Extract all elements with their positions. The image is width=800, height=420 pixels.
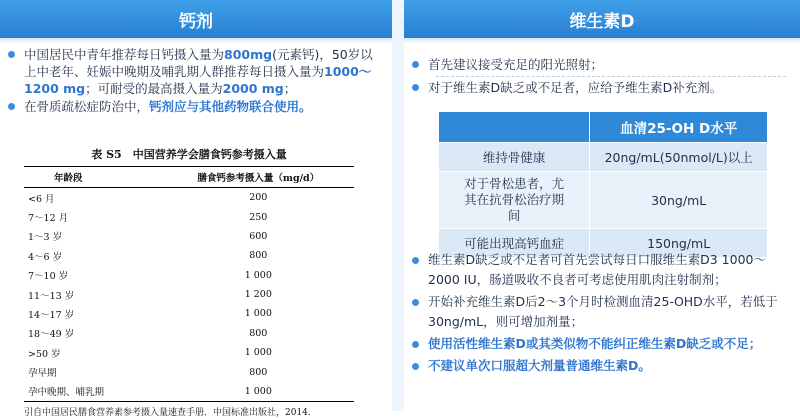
intake-cell: 600	[249, 230, 268, 242]
intake-cell: 1 000	[244, 308, 272, 320]
bullet-dot-icon	[8, 51, 15, 58]
intake-cell: 200	[249, 192, 268, 204]
age-cell: 孕早期	[28, 368, 57, 380]
retest-bullet	[404, 292, 800, 332]
age-cell: >50 岁	[28, 348, 61, 360]
active-d-bullet	[404, 334, 800, 354]
row-value: 30ng/mL	[590, 172, 768, 229]
bullet-text: 对于维生素D缺乏或不足者，应给予维生素D补充剂。	[428, 80, 723, 95]
highlight-800mg: 800mg	[224, 47, 273, 62]
bullet-dot-icon	[412, 61, 419, 68]
age-cell: 14～17 岁	[28, 309, 75, 321]
intake-cell: 1 000	[244, 269, 272, 281]
bullet-text: 中国居民中青年推荐每日钙摄入量为	[24, 47, 225, 62]
table-citation: 引自中国居民膳食营养素参考摄入量速查手册．中国标准出版社，2014.	[24, 408, 311, 419]
col-age: 年龄段	[24, 167, 163, 188]
age-cell: 4～6 岁	[28, 251, 63, 263]
table-row	[24, 343, 354, 362]
header-shadow	[404, 38, 800, 44]
age-cell: 孕中晚期、哺乳期	[24, 382, 163, 402]
age-cell: 7～10 岁	[28, 271, 69, 283]
bullet-text: ；可耐受的最高摄入量为	[85, 81, 223, 96]
highlight-1000-1200mg: 1000～1200 mg	[24, 64, 372, 96]
bullet-text: 使用活性维生素D或其类似物不能纠正维生素D缺乏或不足；	[428, 336, 762, 351]
col-serum-level: 血清25-OH D水平	[590, 112, 768, 143]
table-row	[24, 246, 354, 265]
bullet-dot-icon	[412, 84, 419, 91]
supplement-bullet	[404, 79, 800, 96]
row-value: 150ng/mL	[590, 229, 768, 258]
age-cell: 11～13 岁	[28, 290, 75, 302]
bullet-text: ；	[283, 81, 297, 96]
bullet-dot-icon	[412, 341, 419, 348]
bullet-dot-icon	[412, 257, 419, 264]
table-row	[24, 207, 354, 226]
table-row	[24, 285, 354, 304]
col-intake: 膳食钙参考摄入量（mg/d）	[163, 167, 354, 188]
table-row	[24, 227, 354, 246]
table-corner	[439, 112, 590, 143]
intake-cell: 800	[249, 250, 268, 262]
intake-cell: 1 000	[244, 347, 272, 359]
table-row	[24, 382, 354, 402]
no-megadose-bullet	[404, 356, 800, 376]
table-row	[24, 324, 354, 343]
oral-d3-bullet	[404, 250, 800, 290]
bullet-text: 不建议单次口服超大剂量普通维生素D。	[428, 358, 651, 373]
calcium-panel	[0, 0, 392, 419]
dosing-bullets	[404, 250, 800, 376]
calcium-header: 钙剂	[0, 0, 392, 38]
row-value: 20ng/mL(50nmol/L)以上	[590, 143, 768, 172]
calcium-table	[24, 166, 354, 402]
vitamin-d-panel	[404, 0, 800, 411]
panel-divider	[392, 0, 404, 411]
table-row	[24, 266, 354, 285]
intake-cell: 250	[249, 211, 268, 223]
combination-bullet	[0, 98, 392, 115]
intake-cell: 1 200	[244, 289, 272, 301]
bullet-text: 首先建议接受充足的阳光照射；	[428, 57, 604, 72]
intake-cell: 800	[249, 366, 268, 378]
bullet-text: 在骨质疏松症防治中，	[24, 99, 150, 114]
table-row	[24, 362, 354, 381]
highlight-combination: 钙剂应与其他药物联合使用。	[149, 99, 312, 114]
table-row	[24, 188, 354, 208]
age-cell: 18～49 岁	[28, 329, 75, 341]
bullet-dot-icon	[412, 299, 419, 306]
row-label: 对于骨松患者，尤其在抗骨松治疗期间	[439, 172, 590, 229]
highlight-2000mg: 2000 mg	[222, 81, 284, 96]
age-cell: 7～12 月	[28, 213, 69, 225]
table-row	[24, 304, 354, 323]
age-cell: <6 月	[28, 193, 55, 205]
sunlight-bullet	[404, 56, 800, 73]
bullet-text: 开始补充维生素D后2～3个月时检测血清25-OHD水平，若低于30ng/mL，则可增加剂量；	[428, 294, 778, 329]
intake-cell: 800	[249, 327, 268, 339]
age-cell: 1～3 岁	[28, 232, 63, 244]
vitamin-d-level-table	[438, 111, 768, 258]
row-label: 维持骨健康	[439, 143, 590, 172]
bullet-text: 维生素D缺乏或不足者可首先尝试每日口服维生素D3 1000～2000 IU，肠道吸收不良者可考虑使用肌肉注射制剂；	[428, 252, 766, 287]
bullet-dot-icon	[8, 103, 15, 110]
bullet-text: (元素钙)，50岁以上中老年、妊娠中晚期及哺乳期人群推荐每日摄入量为	[24, 47, 373, 79]
bullet-dot-icon	[412, 363, 419, 370]
calcium-intake-bullet	[0, 46, 392, 97]
header-shadow	[0, 38, 392, 44]
row-label: 可能出现高钙血症	[439, 229, 590, 258]
dashed-divider	[436, 76, 786, 77]
vitamin-d-header: 维生素D	[404, 0, 800, 38]
intake-cell: 1 000	[163, 382, 354, 402]
table-title: 表 S5 中国营养学会膳食钙参考摄入量	[91, 148, 287, 161]
calcium-reference-table	[24, 146, 354, 420]
